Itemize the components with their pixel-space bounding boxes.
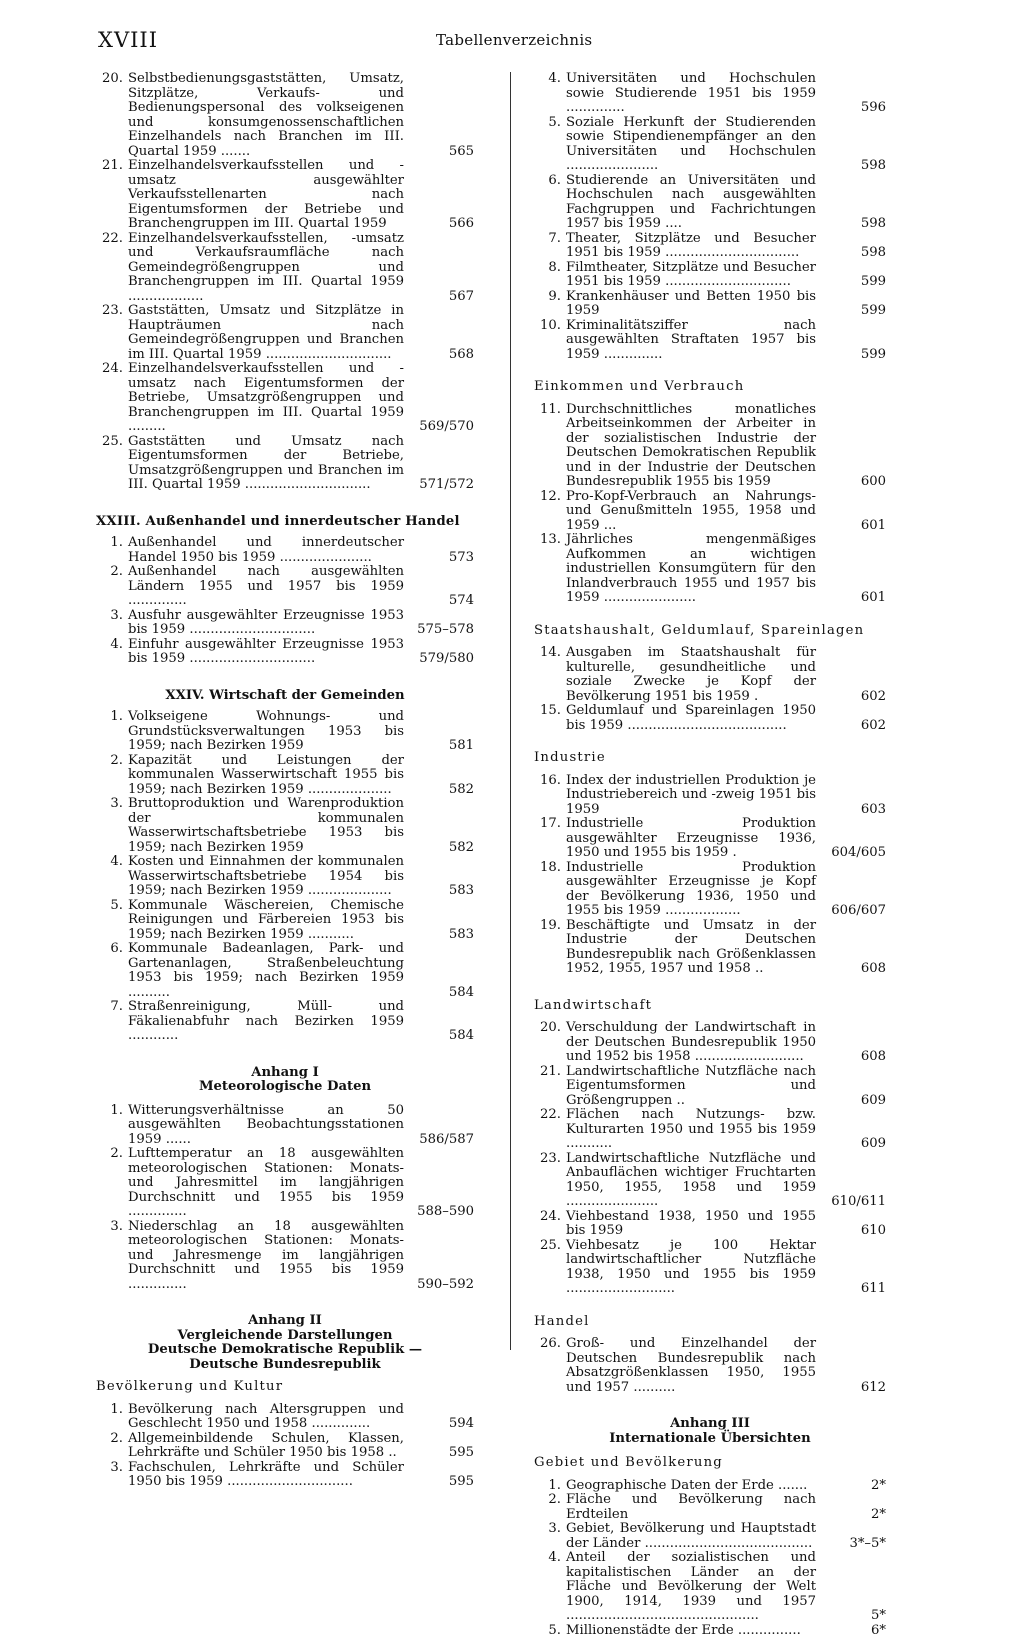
entry-title: Bevölkerung nach Altersgruppen und Geschlecht 1950 und 1958 .............. [128, 1403, 474, 1432]
appendix-ii-line2: Deutsche Demokratische Republik — [96, 1343, 474, 1358]
entry-page: 595 [449, 1446, 474, 1461]
entry-number: 1. [96, 536, 123, 551]
section-heading-xxiv: XXIV. Wirtschaft der Gemeinden [96, 689, 474, 704]
entry-number: 1. [534, 1479, 561, 1494]
entry-page: 2* [871, 1508, 886, 1523]
entry-page: 584 [449, 986, 474, 1001]
entry-page: 595 [449, 1475, 474, 1490]
entry-number: 25. [96, 435, 123, 450]
appendix-i-subtitle: Meteorologische Daten [96, 1080, 474, 1095]
entry-number: 21. [96, 159, 123, 174]
toc-entry [96, 435, 474, 493]
toc-entry [96, 855, 474, 899]
toc-entry [534, 774, 886, 818]
toc-entry [534, 1108, 886, 1152]
page-number: XVIII [98, 28, 158, 52]
entry-list [534, 646, 886, 733]
entry-title: Außenhandel und innerdeutscher Handel 1950 bis 1959 ...................... [128, 536, 474, 565]
entry-page: 594 [449, 1417, 474, 1432]
toc-entry [96, 72, 474, 159]
toc-entry [534, 72, 886, 116]
entry-title: Einzelhandelsverkaufsstellen, -umsatz und Verkaufsraumfläche nach Gemeindegrößengruppen und Branchengruppen im III. Quartal 1959 .................. [128, 232, 474, 305]
entry-page: 612 [861, 1381, 886, 1396]
appendix-ii-line3: Deutsche Bundesrepublik [96, 1358, 474, 1373]
toc-entry [96, 638, 474, 667]
entry-number: 1. [96, 1104, 123, 1119]
entry-number: 2. [96, 565, 123, 580]
entry-title: Filmtheater, Sitzplätze und Besucher 1951 bis 1959 .............................. [566, 261, 886, 290]
entry-page: 579/580 [419, 652, 474, 667]
toc-entry [534, 1337, 886, 1395]
entry-page: 571/572 [419, 478, 474, 493]
toc-entry [96, 232, 474, 305]
entry-title: Verschuldung der Landwirtschaft in der Deutschen Bundesrepublik 1950 und 1952 bis 1958 .......................... [566, 1021, 886, 1065]
appendix-iii-title: Anhang III [534, 1417, 886, 1432]
entry-title: Geldumlauf und Spareinlagen 1950 bis 1959 ...................................... [566, 704, 886, 733]
entry-title: Universitäten und Hochschulen sowie Studierende 1951 bis 1959 .............. [566, 72, 886, 116]
entry-page: 609 [861, 1094, 886, 1109]
entry-page: 609 [861, 1137, 886, 1152]
entry-page: 596 [861, 101, 886, 116]
toc-entry [96, 1104, 474, 1148]
entry-page: 581 [449, 739, 474, 754]
subheading-einkommen: Einkommen und Verbrauch [534, 380, 886, 395]
toc-entry [96, 899, 474, 943]
entry-page: 574 [449, 594, 474, 609]
subheading-handel: Handel [534, 1315, 886, 1330]
entry-title: Beschäftigte und Umsatz in der Industrie der Deutschen Bundesrepublik nach Größenklassen 1952, 1955, 1957 und 1958 .. [566, 919, 886, 977]
entry-number: 7. [534, 232, 561, 247]
entry-list [534, 1479, 886, 1638]
entry-title: Viehbestand 1938, 1950 und 1955 bis 1959 [566, 1210, 886, 1239]
entry-number: 4. [534, 72, 561, 87]
entry-number: 26. [534, 1337, 561, 1352]
entry-title: Index der industriellen Produktion je Industriebereich und -zweig 1951 bis 1959 [566, 774, 886, 818]
entry-number: 7. [96, 1000, 123, 1015]
entry-number: 20. [534, 1021, 561, 1036]
right-column [534, 72, 886, 1638]
entry-page: 582 [449, 841, 474, 856]
toc-entry [534, 403, 886, 490]
entry-page: 600 [861, 475, 886, 490]
entry-number: 10. [534, 319, 561, 334]
left-column [96, 72, 474, 1490]
entry-number: 24. [534, 1210, 561, 1225]
entry-page: 599 [861, 348, 886, 363]
entry-number: 3. [534, 1522, 561, 1537]
entry-title: Bruttoproduktion und Warenproduktion der kommunalen Wasserwirtschaftsbetriebe 1953 bis 1959; nach Bezirken 1959 [128, 797, 474, 855]
entry-page: 602 [861, 719, 886, 734]
entry-number: 2. [96, 1432, 123, 1447]
entry-title: Jährliches mengenmäßiges Aufkommen an wichtigen industriellen Konsumgütern für den Inlandverbrauch 1955 und 1957 bis 1959 ...................... [566, 533, 886, 606]
entry-title: Industrielle Produktion ausgewählter Erzeugnisse je Kopf der Bevölkerung 1936, 1950 und 1955 bis 1959 .................. [566, 861, 886, 919]
entry-page: 598 [861, 246, 886, 261]
toc-entry [534, 319, 886, 363]
entry-list [96, 536, 474, 667]
entry-title: Millionenstädte der Erde ............... [566, 1624, 886, 1638]
entry-page: 5* [871, 1609, 886, 1624]
toc-entry [96, 304, 474, 362]
entry-page: 569/570 [419, 420, 474, 435]
entry-page: 583 [449, 884, 474, 899]
entry-number: 5. [96, 899, 123, 914]
toc-entry [534, 1065, 886, 1109]
entry-title: Gebiet, Bevölkerung und Hauptstadt der Länder ........................................ [566, 1522, 886, 1551]
toc-entry [96, 609, 474, 638]
entry-page: 3*–5* [849, 1537, 886, 1552]
entry-page: 601 [861, 591, 886, 606]
subheading-staatshaushalt: Staatshaushalt, Geldumlauf, Spareinlagen [534, 624, 886, 639]
entry-number: 16. [534, 774, 561, 789]
entry-title: Kriminalitätsziffer nach ausgewählten Straftaten 1957 bis 1959 .............. [566, 319, 886, 363]
entry-title: Einzelhandelsverkaufsstellen und -umsatz ausgewählter Verkaufsstellenarten nach Eigentumsformen der Betriebe und Branchengruppen im III. Quartal 1959 [128, 159, 474, 232]
entry-page: 566 [449, 217, 474, 232]
toc-entry [96, 710, 474, 754]
entry-number: 22. [96, 232, 123, 247]
toc-entry [534, 1522, 886, 1551]
entry-page: 2* [871, 1479, 886, 1494]
entry-list [534, 403, 886, 606]
toc-entry [96, 159, 474, 232]
entry-list [534, 1021, 886, 1297]
entry-page: 565 [449, 145, 474, 160]
entry-page: 584 [449, 1029, 474, 1044]
entry-title: Gaststätten, Umsatz und Sitzplätze in Haupträumen nach Gemeindegrößengruppen und Branchen im III. Quartal 1959 .............................. [128, 304, 474, 362]
entry-number: 22. [534, 1108, 561, 1123]
entry-title: Soziale Herkunft der Studierenden sowie Stipendienempfänger an den Universitäten und Hochschulen ...................... [566, 116, 886, 174]
entry-title: Pro-Kopf-Verbrauch an Nahrungs- und Genußmitteln 1955, 1958 und 1959 ... [566, 490, 886, 534]
entry-title: Landwirtschaftliche Nutzfläche nach Eigentumsformen und Größengruppen .. [566, 1065, 886, 1109]
toc-entry [534, 261, 886, 290]
toc-entry [96, 536, 474, 565]
entry-number: 19. [534, 919, 561, 934]
toc-entry [534, 174, 886, 232]
toc-entry [96, 797, 474, 855]
toc-entry [96, 942, 474, 1000]
entry-number: 3. [96, 797, 123, 812]
entry-list [534, 72, 886, 362]
entry-number: 5. [534, 116, 561, 131]
toc-entry [534, 533, 886, 606]
toc-entry [96, 362, 474, 435]
entry-list [96, 72, 474, 493]
entry-page: 608 [861, 1050, 886, 1065]
entry-number: 4. [96, 855, 123, 870]
entry-number: 1. [96, 710, 123, 725]
entry-page: 590–592 [417, 1278, 474, 1293]
toc-entry [534, 646, 886, 704]
entry-title: Krankenhäuser und Betten 1950 bis 1959 [566, 290, 886, 319]
entry-page: 568 [449, 348, 474, 363]
entry-list [96, 710, 474, 1044]
entry-number: 13. [534, 533, 561, 548]
entry-number: 2. [534, 1493, 561, 1508]
entry-number: 3. [96, 1220, 123, 1235]
entry-number: 2. [96, 754, 123, 769]
entry-number: 6. [534, 174, 561, 189]
entry-title: Niederschlag an 18 ausgewählten meteorologischen Stationen: Monats- und Jahresmenge im langjährigen Durchschnitt und 1955 bis 1959 .............. [128, 1220, 474, 1293]
entry-number: 23. [96, 304, 123, 319]
entry-title: Theater, Sitzplätze und Besucher 1951 bis 1959 ................................ [566, 232, 886, 261]
entry-title: Ausfuhr ausgewählter Erzeugnisse 1953 bis 1959 .............................. [128, 609, 474, 638]
entry-title: Viehbesatz je 100 Hektar landwirtschaftlicher Nutzfläche 1938, 1950 und 1955 bis 1959 .......................... [566, 1239, 886, 1297]
toc-entry [96, 1432, 474, 1461]
toc-entry [534, 490, 886, 534]
entry-page: 601 [861, 519, 886, 534]
toc-entry [96, 565, 474, 609]
entry-title: Volkseigene Wohnungs- und Grundstücksverwaltungen 1953 bis 1959; nach Bezirken 1959 [128, 710, 474, 754]
column-divider [510, 72, 511, 1350]
entry-title: Landwirtschaftliche Nutzfläche und Anbauflächen wichtiger Fruchtarten 1950, 1955, 1958 und 1959 ...................... [566, 1152, 886, 1210]
toc-entry [534, 817, 886, 861]
entry-number: 5. [534, 1624, 561, 1638]
subheading-gebiet: Gebiet und Bevölkerung [534, 1456, 886, 1471]
toc-entry [534, 290, 886, 319]
entry-title: Allgemeinbildende Schulen, Klassen, Lehrkräfte und Schüler 1950 bis 1958 .. [128, 1432, 474, 1461]
entry-page: 598 [861, 217, 886, 232]
entry-list [96, 1104, 474, 1293]
entry-title: Witterungsverhältnisse an 50 ausgewählten Beobachtungsstationen 1959 ...... [128, 1104, 474, 1148]
entry-title: Geographische Daten der Erde ....... [566, 1479, 886, 1494]
entry-number: 17. [534, 817, 561, 832]
entry-number: 23. [534, 1152, 561, 1167]
toc-entry [534, 1493, 886, 1522]
entry-title: Fachschulen, Lehrkräfte und Schüler 1950 bis 1959 .............................. [128, 1461, 474, 1490]
entry-title: Einfuhr ausgewählter Erzeugnisse 1953 bis 1959 .............................. [128, 638, 474, 667]
toc-entry [534, 1479, 886, 1494]
toc-entry [534, 1152, 886, 1210]
toc-entry [534, 1210, 886, 1239]
entry-title: Selbstbedienungsgaststätten, Umsatz, Sitzplätze, Verkaufs- und Bedienungspersonal des volkseigenen und konsumgenossenschaftlichen Einzelhandels nach Branchen im III. Quartal 1959 ....... [128, 72, 474, 159]
toc-entry [534, 861, 886, 919]
entry-title: Anteil der sozialistischen und kapitalistischen Länder an der Fläche und Bevölkerung der Welt 1900, 1914, 1939 und 1957 .............................................. [566, 1551, 886, 1624]
toc-entry [96, 754, 474, 798]
entry-number: 3. [96, 609, 123, 624]
entry-number: 4. [534, 1551, 561, 1566]
toc-entry [534, 919, 886, 977]
appendix-i-title: Anhang I [96, 1066, 474, 1081]
section-heading-xxiii: XXIII. Außenhandel und innerdeutscher Handel [96, 515, 474, 530]
entry-title: Flächen nach Nutzungs- bzw. Kulturarten 1950 und 1955 bis 1959 ........... [566, 1108, 886, 1152]
toc-entry [534, 1239, 886, 1297]
entry-page: 603 [861, 803, 886, 818]
entry-list [534, 1337, 886, 1395]
subheading-industrie: Industrie [534, 751, 886, 766]
entry-title: Außenhandel nach ausgewählten Ländern 1955 und 1957 bis 1959 .............. [128, 565, 474, 609]
entry-title: Kommunale Wäschereien, Chemische Reinigungen und Färbereien 1953 bis 1959; nach Bezirken 1959 ........... [128, 899, 474, 943]
entry-page: 599 [861, 275, 886, 290]
toc-entry [534, 232, 886, 261]
entry-number: 12. [534, 490, 561, 505]
entry-number: 14. [534, 646, 561, 661]
entry-page: 575–578 [417, 623, 474, 638]
entry-title: Ausgaben im Staatshaushalt für kulturelle, gesundheitliche und soziale Zwecke je Kopf der Bevölkerung 1951 bis 1959 . [566, 646, 886, 704]
entry-title: Kapazität und Leistungen der kommunalen Wasserwirtschaft 1955 bis 1959; nach Bezirken 1959 .................... [128, 754, 474, 798]
entry-page: 6* [871, 1624, 886, 1638]
subheading-bevoelkerung-kultur: Bevölkerung und Kultur [96, 1380, 474, 1395]
entry-number: 11. [534, 403, 561, 418]
entry-number: 9. [534, 290, 561, 305]
subheading-landwirtschaft: Landwirtschaft [534, 999, 886, 1014]
entry-page: 567 [449, 290, 474, 305]
toc-entry [96, 1461, 474, 1490]
toc-entry [96, 1000, 474, 1044]
entry-title: Lufttemperatur an 18 ausgewählten meteorologischen Stationen: Monats- und Jahresmittel im langjährigen Durchschnitt und 1955 bis 1959 .............. [128, 1147, 474, 1220]
toc-entry [534, 1021, 886, 1065]
entry-number: 25. [534, 1239, 561, 1254]
appendix-ii-line1: Vergleichende Darstellungen [96, 1329, 474, 1344]
entry-number: 15. [534, 704, 561, 719]
entry-page: 602 [861, 690, 886, 705]
toc-entry [534, 704, 886, 733]
entry-page: 582 [449, 783, 474, 798]
entry-title: Kosten und Einnahmen der kommunalen Wasserwirtschaftsbetriebe 1954 bis 1959; nach Bezirken 1959 .................... [128, 855, 474, 899]
entry-page: 583 [449, 928, 474, 943]
entry-number: 20. [96, 72, 123, 87]
toc-entry [96, 1220, 474, 1293]
entry-page: 573 [449, 551, 474, 566]
entry-page: 588–590 [417, 1205, 474, 1220]
entry-page: 599 [861, 304, 886, 319]
entry-number: 8. [534, 261, 561, 276]
entry-page: 606/607 [831, 904, 886, 919]
entry-page: 598 [861, 159, 886, 174]
entry-page: 610 [861, 1224, 886, 1239]
entry-number: 21. [534, 1065, 561, 1080]
entry-title: Einzelhandelsverkaufsstellen und -umsatz nach Eigentumsformen der Betriebe, Umsatzgrößengruppen und Branchengruppen im III. Quartal 1959 ......... [128, 362, 474, 435]
entry-title: Durchschnittliches monatliches Arbeitseinkommen der Arbeiter in der sozialistischen Industrie der Deutschen Demokratischen Republik und in der Industrie der Deutschen Bundesrepublik 1955 bis 1959 [566, 403, 886, 490]
entry-page: 611 [861, 1282, 886, 1297]
entry-number: 1. [96, 1403, 123, 1418]
appendix-iii-subtitle: Internationale Übersichten [534, 1432, 886, 1447]
entry-number: 2. [96, 1147, 123, 1162]
toc-entry [534, 1624, 886, 1638]
entry-page: 586/587 [419, 1133, 474, 1148]
entry-title: Industrielle Produktion ausgewählter Erzeugnisse 1936, 1950 und 1955 bis 1959 . [566, 817, 886, 861]
entry-number: 24. [96, 362, 123, 377]
toc-entry [96, 1147, 474, 1220]
entry-number: 18. [534, 861, 561, 876]
entry-page: 608 [861, 962, 886, 977]
page-title: Tabellenverzeichnis [436, 31, 592, 49]
toc-entry [534, 1551, 886, 1624]
entry-number: 6. [96, 942, 123, 957]
entry-number: 4. [96, 638, 123, 653]
entry-title: Fläche und Bevölkerung nach Erdteilen [566, 1493, 886, 1522]
entry-title: Studierende an Universitäten und Hochschulen nach ausgewählten Fachgruppen und Fachrichtungen 1957 bis 1959 .... [566, 174, 886, 232]
toc-entry [96, 1403, 474, 1432]
entry-number: 3. [96, 1461, 123, 1476]
entry-title: Kommunale Badeanlagen, Park- und Gartenanlagen, Straßenbeleuchtung 1953 bis 1959; nach Bezirken 1959 .......... [128, 942, 474, 1000]
toc-entry [534, 116, 886, 174]
entry-page: 610/611 [831, 1195, 886, 1210]
entry-list [534, 774, 886, 977]
entry-title: Straßenreinigung, Müll- und Fäkalienabfuhr nach Bezirken 1959 ............ [128, 1000, 474, 1044]
entry-list [96, 1403, 474, 1490]
appendix-ii-title: Anhang II [96, 1314, 474, 1329]
entry-page: 604/605 [831, 846, 886, 861]
entry-title: Groß- und Einzelhandel der Deutschen Bundesrepublik nach Absatzgrößenklassen 1950, 1955 und 1957 .......... [566, 1337, 886, 1395]
entry-title: Gaststätten und Umsatz nach Eigentumsformen der Betriebe, Umsatzgrößengruppen und Branchen im III. Quartal 1959 .............................. [128, 435, 474, 493]
